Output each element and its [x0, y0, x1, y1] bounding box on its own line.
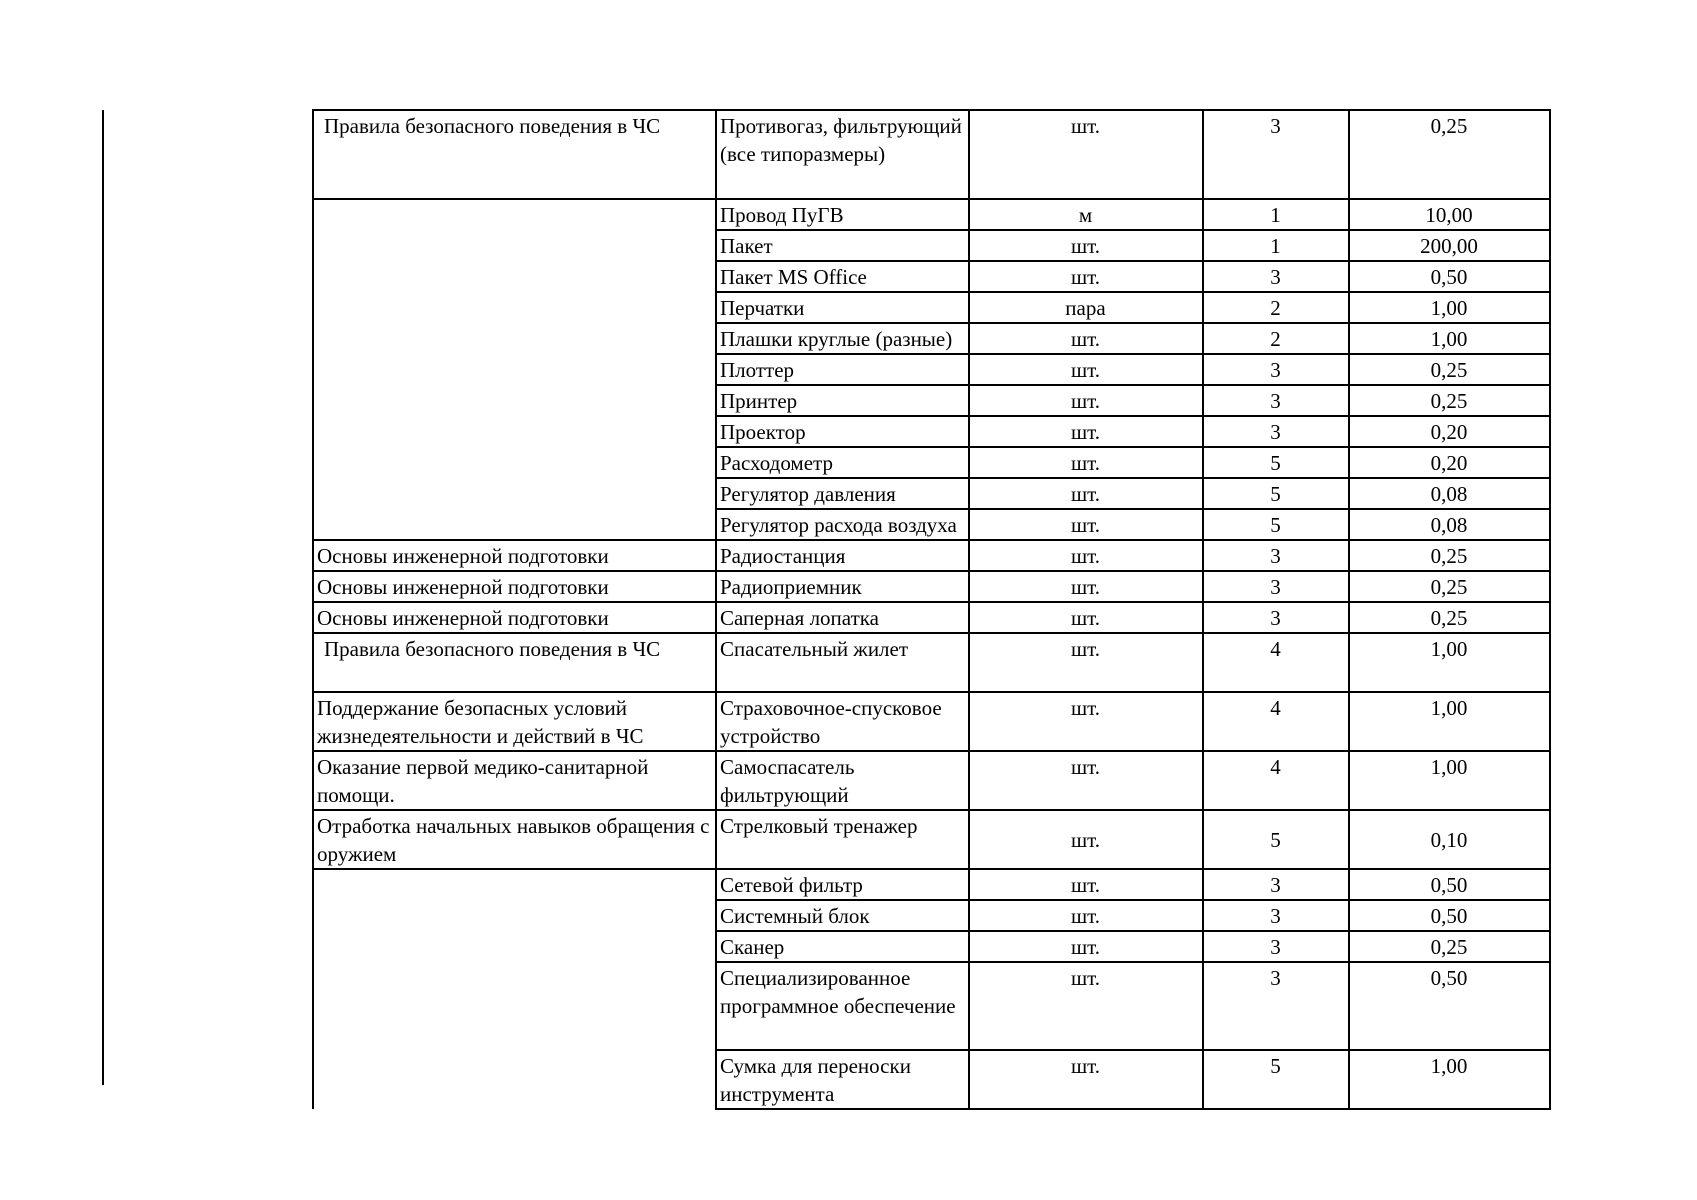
unit-cell: шт.	[969, 931, 1203, 962]
unit-cell: шт.	[969, 692, 1203, 751]
item-cell: Системный блок	[716, 900, 969, 931]
unit-cell: шт.	[969, 571, 1203, 602]
norm-cell: 0,20	[1349, 416, 1550, 447]
unit-cell: шт.	[969, 633, 1203, 692]
item-cell: Сканер	[716, 931, 969, 962]
item-cell: Провод ПуГВ	[716, 199, 969, 230]
item-cell: Регулятор расхода воздуха	[716, 509, 969, 540]
norm-cell: 0,08	[1349, 478, 1550, 509]
unit-cell: шт.	[969, 110, 1203, 199]
item-cell: Спасательный жилет	[716, 633, 969, 692]
subject-cell: Правила безопасного поведения в ЧС	[313, 110, 716, 199]
item-cell: Противогаз, фильтрующий (все типоразмеры)	[716, 110, 969, 199]
unit-cell: шт.	[969, 1050, 1203, 1109]
qty-cell: 5	[1203, 1050, 1349, 1109]
item-cell: Регулятор давления	[716, 478, 969, 509]
qty-cell: 2	[1203, 292, 1349, 323]
subject-cell: Правила безопасного поведения в ЧС	[313, 633, 716, 692]
item-cell: Перчатки	[716, 292, 969, 323]
qty-cell: 3	[1203, 900, 1349, 931]
unit-cell: шт.	[969, 323, 1203, 354]
item-cell: Пакет	[716, 230, 969, 261]
table-row	[313, 633, 1550, 692]
subject-cell: Поддержание безопасных условий жизнедеятельности и действий в ЧС	[313, 692, 716, 751]
qty-cell: 3	[1203, 962, 1349, 1050]
qty-cell: 3	[1203, 869, 1349, 900]
qty-cell: 4	[1203, 633, 1349, 692]
qty-cell: 5	[1203, 509, 1349, 540]
norm-cell: 1,00	[1349, 1050, 1550, 1109]
norm-cell: 200,00	[1349, 230, 1550, 261]
norm-cell: 0,25	[1349, 931, 1550, 962]
item-cell: Страховочное-спусковое устройство	[716, 692, 969, 751]
subject-cell-empty	[313, 869, 716, 1109]
item-cell: Радиостанция	[716, 540, 969, 571]
table-row	[313, 602, 1550, 633]
unit-cell: пара	[969, 292, 1203, 323]
table-row	[313, 540, 1550, 571]
page-left-rule	[102, 110, 104, 1085]
qty-cell: 4	[1203, 751, 1349, 810]
unit-cell: шт.	[969, 900, 1203, 931]
unit-cell: шт.	[969, 385, 1203, 416]
qty-cell: 5	[1203, 810, 1349, 869]
subject-cell: Основы инженерной подготовки	[313, 540, 716, 571]
norm-cell: 10,00	[1349, 199, 1550, 230]
unit-cell: шт.	[969, 416, 1203, 447]
item-cell: Стрелковый тренажер	[716, 810, 969, 869]
item-cell: Специализированное программное обеспечение	[716, 962, 969, 1050]
table-row	[313, 199, 1550, 230]
norm-cell: 1,00	[1349, 292, 1550, 323]
unit-cell: шт.	[969, 478, 1203, 509]
qty-cell: 3	[1203, 385, 1349, 416]
norm-cell: 0,25	[1349, 110, 1550, 199]
norm-cell: 1,00	[1349, 751, 1550, 810]
norm-cell: 0,25	[1349, 540, 1550, 571]
subject-cell: Оказание первой медико-санитарной помощи.	[313, 751, 716, 810]
unit-cell: шт.	[969, 751, 1203, 810]
norm-cell: 0,50	[1349, 261, 1550, 292]
qty-cell: 5	[1203, 478, 1349, 509]
table-row	[313, 751, 1550, 810]
norm-cell: 1,00	[1349, 692, 1550, 751]
unit-cell: шт.	[969, 509, 1203, 540]
qty-cell: 3	[1203, 416, 1349, 447]
qty-cell: 3	[1203, 110, 1349, 199]
item-cell: Проектор	[716, 416, 969, 447]
norm-cell: 0,50	[1349, 869, 1550, 900]
table-row	[313, 692, 1550, 751]
unit-cell: шт.	[969, 261, 1203, 292]
norm-cell: 1,00	[1349, 633, 1550, 692]
equipment-table	[312, 109, 1551, 1110]
item-cell: Расходометр	[716, 447, 969, 478]
unit-cell: шт.	[969, 230, 1203, 261]
item-cell: Плашки круглые (разные)	[716, 323, 969, 354]
qty-cell: 1	[1203, 230, 1349, 261]
norm-cell: 0,50	[1349, 962, 1550, 1050]
qty-cell: 5	[1203, 447, 1349, 478]
qty-cell: 2	[1203, 323, 1349, 354]
norm-cell: 0,25	[1349, 602, 1550, 633]
unit-cell: шт.	[969, 540, 1203, 571]
qty-cell: 4	[1203, 692, 1349, 751]
item-cell: Саперная лопатка	[716, 602, 969, 633]
item-cell: Пакет MS Office	[716, 261, 969, 292]
subject-cell: Отработка начальных навыков обращения с оружием	[313, 810, 716, 869]
unit-cell: шт.	[969, 602, 1203, 633]
item-cell: Принтер	[716, 385, 969, 416]
table-row	[313, 810, 1550, 869]
norm-cell: 0,10	[1349, 810, 1550, 869]
item-cell: Самоспасатель фильтрующий	[716, 751, 969, 810]
norm-cell: 0,08	[1349, 509, 1550, 540]
table-row	[313, 869, 1550, 900]
norm-cell: 0,25	[1349, 354, 1550, 385]
qty-cell: 3	[1203, 540, 1349, 571]
subject-cell: Основы инженерной подготовки	[313, 571, 716, 602]
qty-cell: 3	[1203, 354, 1349, 385]
qty-cell: 1	[1203, 199, 1349, 230]
item-cell: Плоттер	[716, 354, 969, 385]
norm-cell: 0,25	[1349, 571, 1550, 602]
unit-cell: шт.	[969, 354, 1203, 385]
qty-cell: 3	[1203, 571, 1349, 602]
unit-cell: м	[969, 199, 1203, 230]
subject-cell: Основы инженерной подготовки	[313, 602, 716, 633]
unit-cell: шт.	[969, 447, 1203, 478]
table-row	[313, 571, 1550, 602]
item-cell: Сетевой фильтр	[716, 869, 969, 900]
subject-cell-empty	[313, 199, 716, 540]
item-cell: Радиоприемник	[716, 571, 969, 602]
qty-cell: 3	[1203, 931, 1349, 962]
unit-cell: шт.	[969, 869, 1203, 900]
qty-cell: 3	[1203, 261, 1349, 292]
norm-cell: 0,20	[1349, 447, 1550, 478]
norm-cell: 0,50	[1349, 900, 1550, 931]
unit-cell: шт.	[969, 810, 1203, 869]
table-row	[313, 110, 1550, 199]
item-cell: Сумка для переноски инструмента	[716, 1050, 969, 1109]
norm-cell: 1,00	[1349, 323, 1550, 354]
unit-cell: шт.	[969, 962, 1203, 1050]
qty-cell: 3	[1203, 602, 1349, 633]
norm-cell: 0,25	[1349, 385, 1550, 416]
